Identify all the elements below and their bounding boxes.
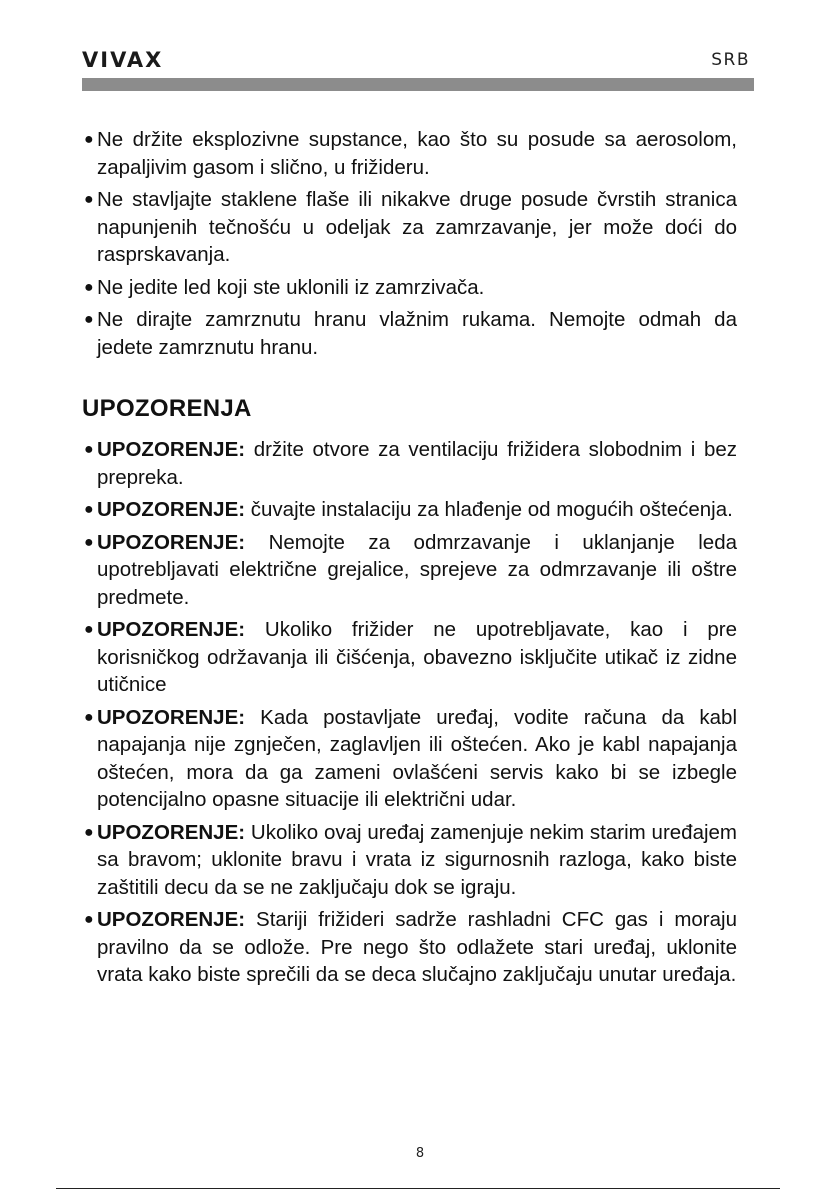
list-item [82,306,737,361]
page-header [82,46,754,76]
bullet-icon: ● [84,131,94,148]
bullet-icon: ● [84,278,94,296]
list-item-text: Ne dirajte zamrznutu hranu vlažnim rukama. Nemojte odmah da jedete zamrznutu hranu. [97,308,737,359]
warning-item [82,436,737,491]
warning-text: držite otvore za ventilaciju frižidera slobodnim i bez prepreka. [97,438,737,489]
warning-text: čuvajte instalaciju za hlađenje od mogućih oštećenja. [250,498,733,521]
warning-label: UPOZORENJE: [97,498,246,521]
bullet-icon: ● [84,441,94,458]
warning-text: Nemojte za odmrzavanje i uklanjanje leda upotrebljavati električne grejalice, spreјeve za odmrzavanje ili oštre predmete. [97,530,737,609]
warning-text: Kada postavljate uređaj, vodite računa da kabl napajanja nije zgnječen, zaglavljen ili oštećen. Ako je kabl napajanja oštećen, mora da ga zameni ovlašćeni servis kako bi se izbegle potencijalno opasne situacije ili električni udar. [97,705,738,811]
page-number: 8 [415,1146,425,1161]
section-heading: UPOZORENJA [82,395,252,422]
bullet-icon: ● [84,533,94,551]
language-code: SRB [711,50,750,70]
warning-text: Ukoliko ovaj uređaj zamenjuje nekim starim uređajem sa bravom; uklonite bravu i vrata iz sigurnosnih razloga, kako biste zaštitili decu da se ne zaključaju dok se igraju. [97,820,738,899]
bullet-icon: ● [84,311,94,328]
intro-list [82,126,737,361]
list-item-text: Ne držite eksplozivne supstance, kao što su posude sa aerosolom, zapaljivim gasom i slično, u frižideru. [97,128,737,179]
brand-logo: VIVAX [82,48,164,72]
warning-label: UPOZORENJE: [97,438,246,461]
warning-text: Stariji frižideri sadrže rashladni CFC gas i moraju pravilno da se odlože. Pre nego što odlažete stari uređaj, uklonite vrata kako biste sprečili da se deca slučajno zaključaju unutar uređaja. [97,908,737,986]
warning-item [82,704,737,814]
footer-divider [56,1188,780,1189]
warnings-list [82,436,737,989]
bullet-icon: ● [84,823,94,841]
list-item-text: Ne jedite led koji ste uklonili iz zamrzivača. [97,275,485,299]
bullet-icon: ● [84,911,94,928]
warning-label: UPOZORENJE: [97,705,246,729]
warning-item [82,819,737,902]
bullet-icon: ● [84,501,94,518]
header-divider-bar [82,78,754,91]
bullet-icon: ● [84,708,94,726]
list-item [82,126,737,181]
list-item [82,274,737,302]
list-item-text: Ne stavljajte staklene flaše ili nikakve druge posude čvrstih stranica napunjenih tečnošću u odeljak za zamrzavanje, jer može doći do rasprskavanja. [97,188,737,266]
warning-item [82,529,737,612]
warning-label: UPOZORENJE: [97,618,246,641]
warning-item [82,496,737,524]
bullet-icon: ● [84,191,94,208]
warning-label: UPOZORENJE: [97,530,246,554]
main-content [82,126,737,994]
warning-label: UPOZORENJE: [97,908,246,931]
warning-item [82,616,737,699]
bullet-icon: ● [84,621,94,638]
warning-item [82,906,737,989]
warning-label: UPOZORENJE: [97,820,246,844]
warning-text: Ukoliko frižider ne upotrebljavate, kao i pre korisničkog održavanja ili čišćenja, obavezno isključite utikač iz zidne utičnice [97,618,737,696]
list-item [82,186,737,269]
